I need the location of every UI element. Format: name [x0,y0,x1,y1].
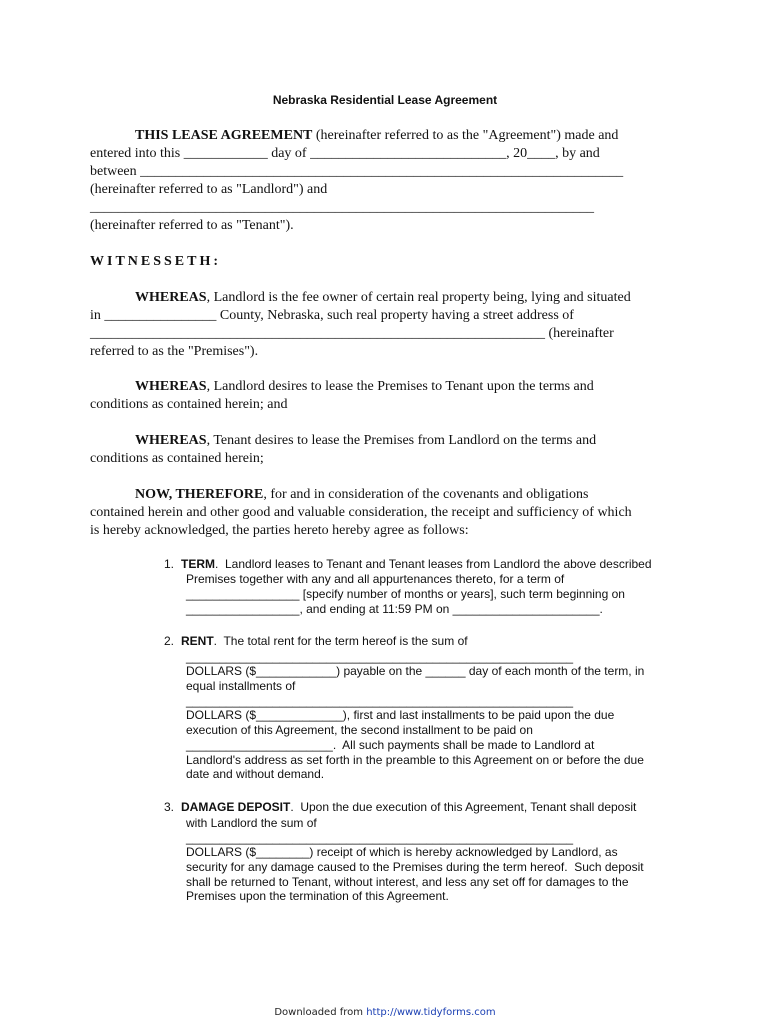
deposit-clause-number: 3. [164,800,175,814]
rent-clause-line-8: ______________________. All such payments shall be made to Landlord at [186,738,595,752]
now-therefore-line-3: is hereby acknowledged, the parties hereto hereby agree as follows: [90,523,469,538]
rent-clause-line-7: execution of this Agreement, the second installment to be paid on [186,723,533,737]
whereas1-line-4: referred to as the "Premises"). [90,344,259,359]
witnesseth-heading: WITNESSETH: [90,254,222,269]
rent-clause-line-1: RENT. The total rent for the term hereof is the sum of [181,634,468,648]
whereas1-line-3: _________________________________________________________________ (hereinafter [90,326,614,341]
whereas2-line-1: WHEREAS, Landlord desires to lease the Premises to Tenant upon the terms and [135,379,594,394]
term-clause-line-1: TERM. Landlord leases to Tenant and Tenant leases from Landlord the above described [181,557,652,571]
rent-heading: RENT [181,634,214,648]
rent-clause-number: 2. [164,634,175,648]
intro-lead: THIS LEASE AGREEMENT [135,128,313,143]
rent-clause-line-4: equal installments of [186,679,296,693]
intro-line-2: entered into this ____________ day of ____________________________, 20____, by and [90,146,600,161]
term-heading: TERM [181,557,215,571]
term-clause-line-2: Premises together with any and all appurtenances thereto, for a term of [186,572,565,586]
intro-line-5: ________________________________________________________________________ [90,200,594,215]
rent-clause-line-9: Landlord's address as set forth in the preamble to this Agreement on or before the due [186,753,644,767]
rent-clause-line-6: DOLLARS ($_____________), first and last installments to be paid upon the due [186,708,615,722]
now-therefore-line-2: contained herein and other good and valuable consideration, the receipt and sufficiency of which [90,505,632,520]
deposit-clause-line-5: security for any damage caused to the Premises during the term hereof. Such deposit [186,860,644,874]
footer-link[interactable]: http://www.tidyforms.com [366,1007,496,1018]
whereas3-line-2: conditions as contained herein; [90,451,264,466]
deposit-clause-line-6: shall be returned to Tenant, without interest, and less any set off for damages to the [186,875,629,889]
term-clause-line-3: _________________ [specify number of months or years], such term beginning on [186,587,625,601]
deposit-clause-line-2: with Landlord the sum of [186,816,317,830]
whereas3-line-1: WHEREAS, Tenant desires to lease the Premises from Landlord on the terms and [135,433,597,448]
footer-prefix: Downloaded from [274,1007,367,1018]
term-clause-number: 1. [164,557,175,571]
whereas2-line-2: conditions as contained herein; and [90,397,288,412]
whereas1-line-1: WHEREAS, Landlord is the fee owner of certain real property being, lying and situated [135,290,631,305]
rent-clause-line-3: DOLLARS ($____________) payable on the ______ day of each month of the term, in [186,664,645,678]
intro-line-4: (hereinafter referred to as "Landlord") and [90,182,328,197]
rent-clause-line-10: date and without demand. [186,767,325,781]
deposit-clause-line-1: DAMAGE DEPOSIT. Upon the due execution of this Agreement, Tenant shall deposit [181,800,637,814]
footer [0,1007,770,1018]
deposit-clause-line-7: Premises upon the termination of this Agreement. [186,889,449,903]
now-therefore-line-1: NOW, THEREFORE, for and in consideration of the covenants and obligations [135,487,589,502]
document-title: Nebraska Residential Lease Agreement [272,93,498,107]
intro-line-3: between _____________________________________________________________________ [90,164,624,179]
rent-clause-line-2: __________________________________________________________ [186,650,574,664]
term-clause-line-4: _________________, and ending at 11:59 PM on ______________________. [186,602,603,616]
whereas1-line-2: in ________________ County, Nebraska, such real property having a street address of [90,308,574,323]
intro-line-6: (hereinafter referred to as "Tenant"). [90,218,294,233]
rent-clause-line-5: __________________________________________________________ [186,694,574,708]
deposit-clause-line-4: DOLLARS ($________) receipt of which is hereby acknowledged by Landlord, as [186,845,618,859]
intro-line-1: THIS LEASE AGREEMENT (hereinafter referred to as the "Agreement") made and [135,128,619,143]
deposit-clause-line-3: __________________________________________________________ [186,831,574,845]
deposit-heading: DAMAGE DEPOSIT [181,800,291,814]
